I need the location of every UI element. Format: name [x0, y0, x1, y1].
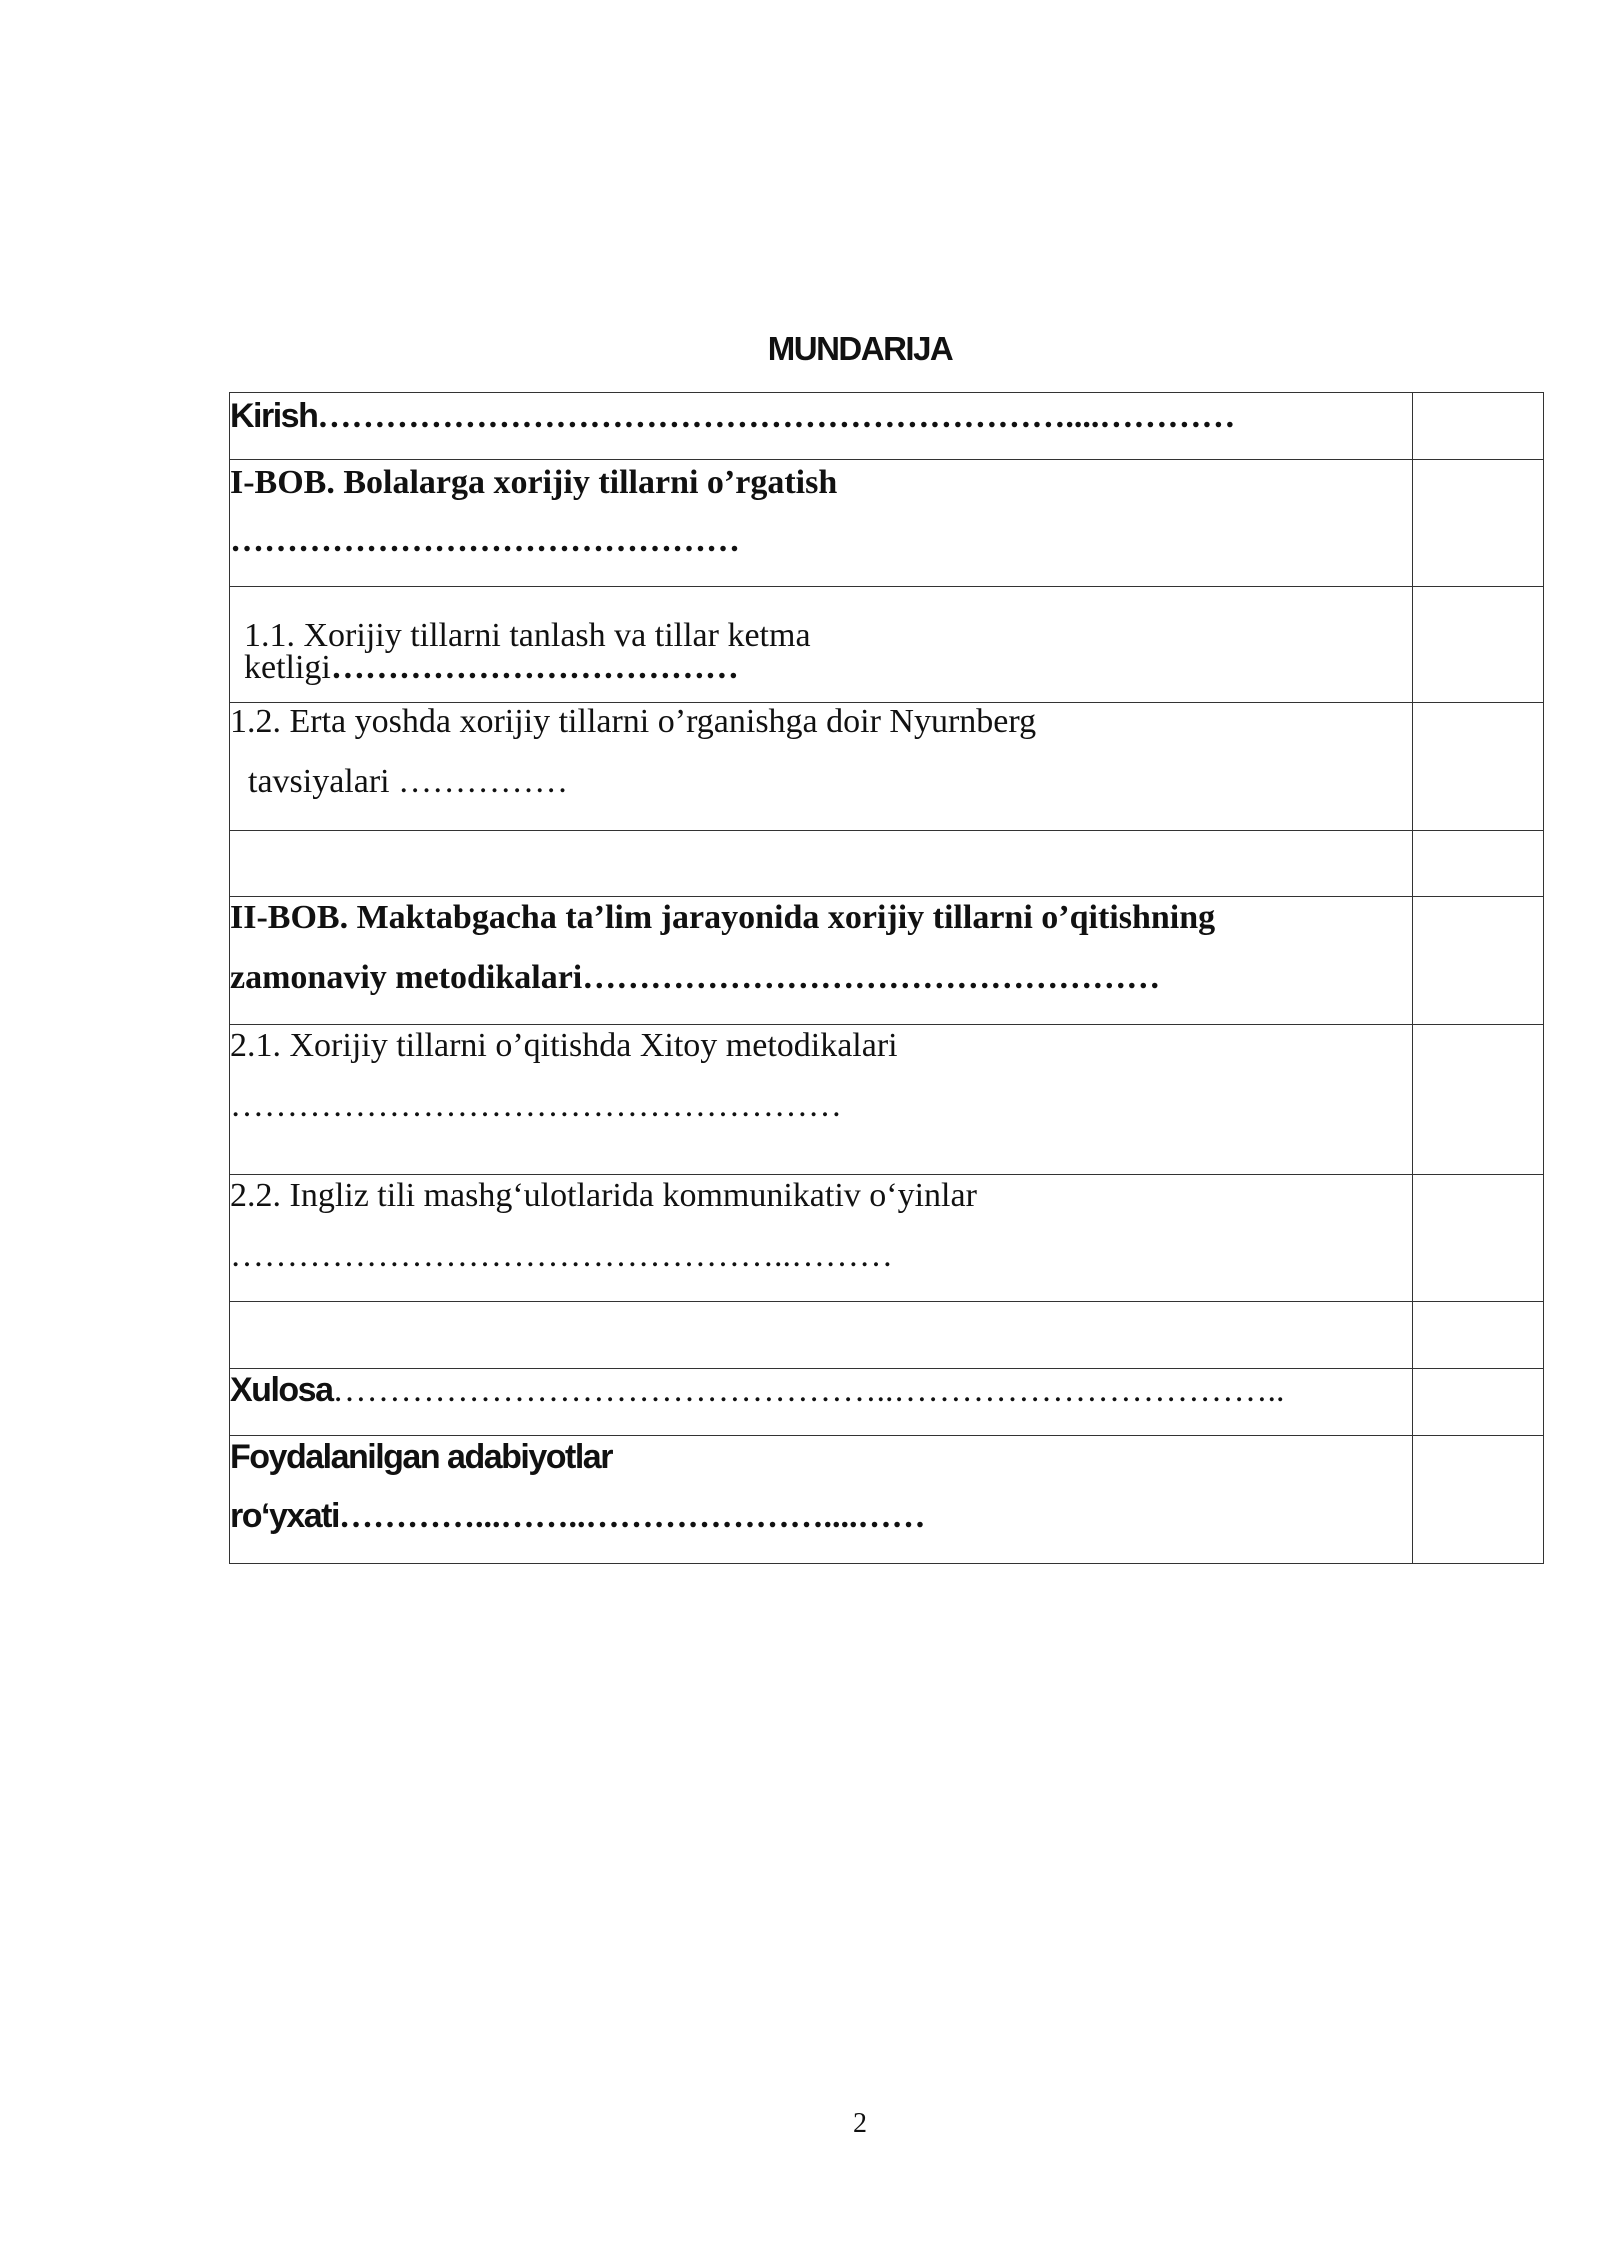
toc-entry-title: I-BOB. Bolalarga xorijiy tillarni o’rgatish	[230, 464, 838, 501]
toc-leader-dots: …………………………………………………………....…………	[317, 398, 1236, 435]
toc-page-cell	[1413, 1369, 1544, 1436]
toc-row-section-1-1	[230, 587, 1544, 703]
toc-entry-title: 1.2. Erta yoshda xorijiy tillarni o’rganishga doir Nyurnberg	[230, 703, 1037, 740]
page-number: 2	[853, 2108, 867, 2139]
toc-entry-title-cont: zamonaviy metodikalari	[230, 959, 583, 996]
toc-page-cell	[1413, 1175, 1544, 1302]
toc-page-cell	[1413, 1302, 1544, 1369]
toc-row-empty	[230, 831, 1544, 897]
toc-entry-title: Foydalanilgan adabiyotlar	[230, 1438, 612, 1476]
toc-entry-title: Kirish	[230, 397, 318, 435]
table-of-contents	[229, 392, 1544, 1564]
toc-leader-dots: ………………………………………	[230, 522, 740, 559]
toc-row-section-1-2	[230, 703, 1544, 831]
toc-page-cell	[1413, 897, 1544, 1025]
toc-leader-dots: ……………………………………………	[582, 959, 1161, 996]
toc-row-chapter-1	[230, 460, 1544, 587]
toc-page-cell	[1413, 831, 1544, 897]
toc-page-cell	[1413, 460, 1544, 587]
toc-page-cell	[1413, 703, 1544, 831]
toc-page-cell	[1413, 587, 1544, 703]
toc-row-section-2-1	[230, 1025, 1544, 1175]
toc-page-cell	[1413, 393, 1544, 460]
toc-entry-title: 2.1. Xorijiy tillarni o’qitishda Xitoy metodikalari	[230, 1027, 898, 1064]
page-title: MUNDARIJA	[767, 330, 953, 367]
toc-entry-title-cont: ro‘yxati	[230, 1497, 339, 1535]
toc-entry-title: 1.1. Xorijiy tillarni tanlash va tillar ketma	[244, 617, 811, 654]
toc-row-bibliography	[230, 1436, 1544, 1564]
toc-leader-dots: …………...……..…………………....……	[338, 1498, 926, 1535]
toc-leader-dots: ………………………………	[330, 649, 739, 686]
toc-leader-dots: ………………………………………………	[230, 1087, 842, 1124]
toc-row-chapter-2	[230, 897, 1544, 1025]
toc-leader-dots: …………………………………………..………	[230, 1237, 893, 1274]
toc-leader-dots: …………………………………………..……………………………..	[332, 1372, 1285, 1409]
toc-entry-title-cont: ketligi	[244, 649, 331, 686]
toc-entry-title: 2.2. Ingliz tili mashg‘ulotlarida kommunikativ o‘yinlar	[230, 1177, 977, 1214]
toc-entry-title: Xulosa	[230, 1371, 333, 1409]
toc-entry-title-cont: tavsiyalari ……………	[248, 763, 569, 800]
toc-page-cell	[1413, 1025, 1544, 1175]
toc-row-section-2-2	[230, 1175, 1544, 1302]
toc-entry-title: II-BOB. Maktabgacha ta’lim jarayonida xorijiy tillarni o’qitishning	[230, 899, 1216, 936]
toc-row-empty	[230, 1302, 1544, 1369]
toc-page-cell	[1413, 1436, 1544, 1564]
toc-row-kirish	[230, 393, 1544, 460]
toc-row-xulosa	[230, 1369, 1544, 1436]
